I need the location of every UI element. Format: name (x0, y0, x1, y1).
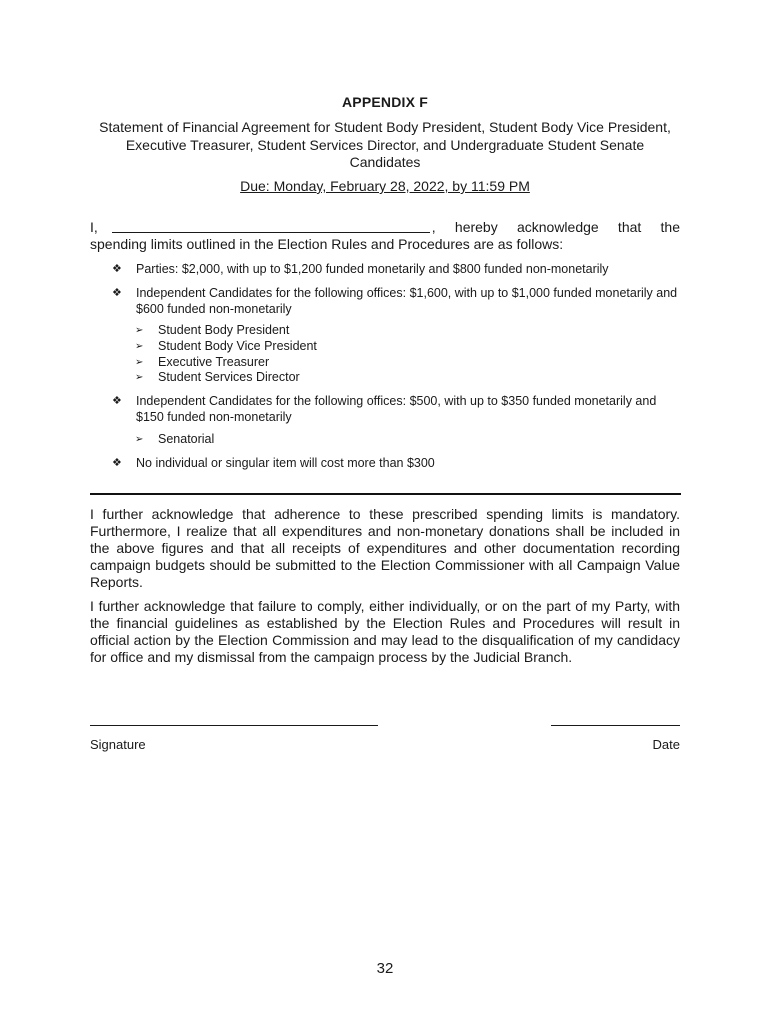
arrow-bullet-icon: ➢ (135, 372, 144, 383)
office-label: Student Body Vice President (158, 339, 317, 353)
arrow-bullet-icon: ➢ (135, 325, 144, 336)
bullet-independent-senate: Independent Candidates for the following offices: $500, with up to $350 funded monetarily and $150 funded non-monetarily (136, 394, 657, 424)
intro-lead: I, (90, 219, 98, 235)
section-divider (90, 493, 681, 495)
arrow-bullet-icon: ➢ (135, 341, 144, 352)
acknowledgement-paragraph-2: I further acknowledge that failure to comply, either individually, or on the part of my Party, with the financial guidelines as established by the Election Rules and Procedures will result in official action by the Election Commission and may lead to the disqualification of my candidacy for office and my dismissal from the campaign process by the Judicial Branch. (90, 598, 680, 665)
office-label: Executive Treasurer (158, 355, 270, 369)
diamond-bullet-icon: ❖ (112, 457, 122, 469)
intro-after-blank: , hereby acknowledge that the (431, 219, 680, 235)
intro-line-2: spending limits outlined in the Election Rules and Procedures are as follows: (90, 236, 564, 252)
bullet-parties: Parties: $2,000, with up to $1,200 funded monetarily and $800 funded non-monetarily (136, 262, 609, 276)
due-date: Due: Monday, February 28, 2022, by 11:59 PM (240, 178, 530, 194)
appendix-title: APPENDIX F (341, 94, 428, 110)
bullet-item-limit: No individual or singular item will cost more than $300 (136, 456, 435, 470)
diamond-bullet-icon: ❖ (112, 263, 122, 275)
date-line (551, 725, 680, 726)
signature-label: Signature (90, 737, 146, 752)
statement-title: Statement of Financial Agreement for Student Body President, Student Body Vice President, Executive Treasurer, Student Services Director, and Undergraduate Student Senate Candidates (99, 119, 671, 170)
name-blank-line (112, 216, 430, 233)
office-label: Student Services Director (158, 370, 300, 384)
arrow-bullet-icon: ➢ (135, 357, 144, 368)
arrow-bullet-icon: ➢ (135, 434, 144, 445)
acknowledgement-paragraph-1: I further acknowledge that adherence to these prescribed spending limits is mandatory. Furthermore, I realize that all expenditures and non-monetary donations shall be included in the above figures and that all receipts of expenditures and other documentation recording campaign budgets should be submitted to the Election Commissioner with all Campaign Value Reports. (90, 506, 680, 590)
diamond-bullet-icon: ❖ (112, 287, 122, 299)
date-label: Date (652, 737, 680, 752)
bullet-independent-exec: Independent Candidates for the following offices: $1,600, with up to $1,000 funded monetarily and $600 funded non-monetarily (136, 286, 678, 316)
office-label: Senatorial (158, 432, 215, 446)
signature-line (90, 725, 378, 726)
office-label: Student Body President (158, 323, 290, 337)
page-number: 32 (376, 960, 394, 977)
intro-statement (90, 219, 680, 253)
diamond-bullet-icon: ❖ (112, 395, 122, 407)
